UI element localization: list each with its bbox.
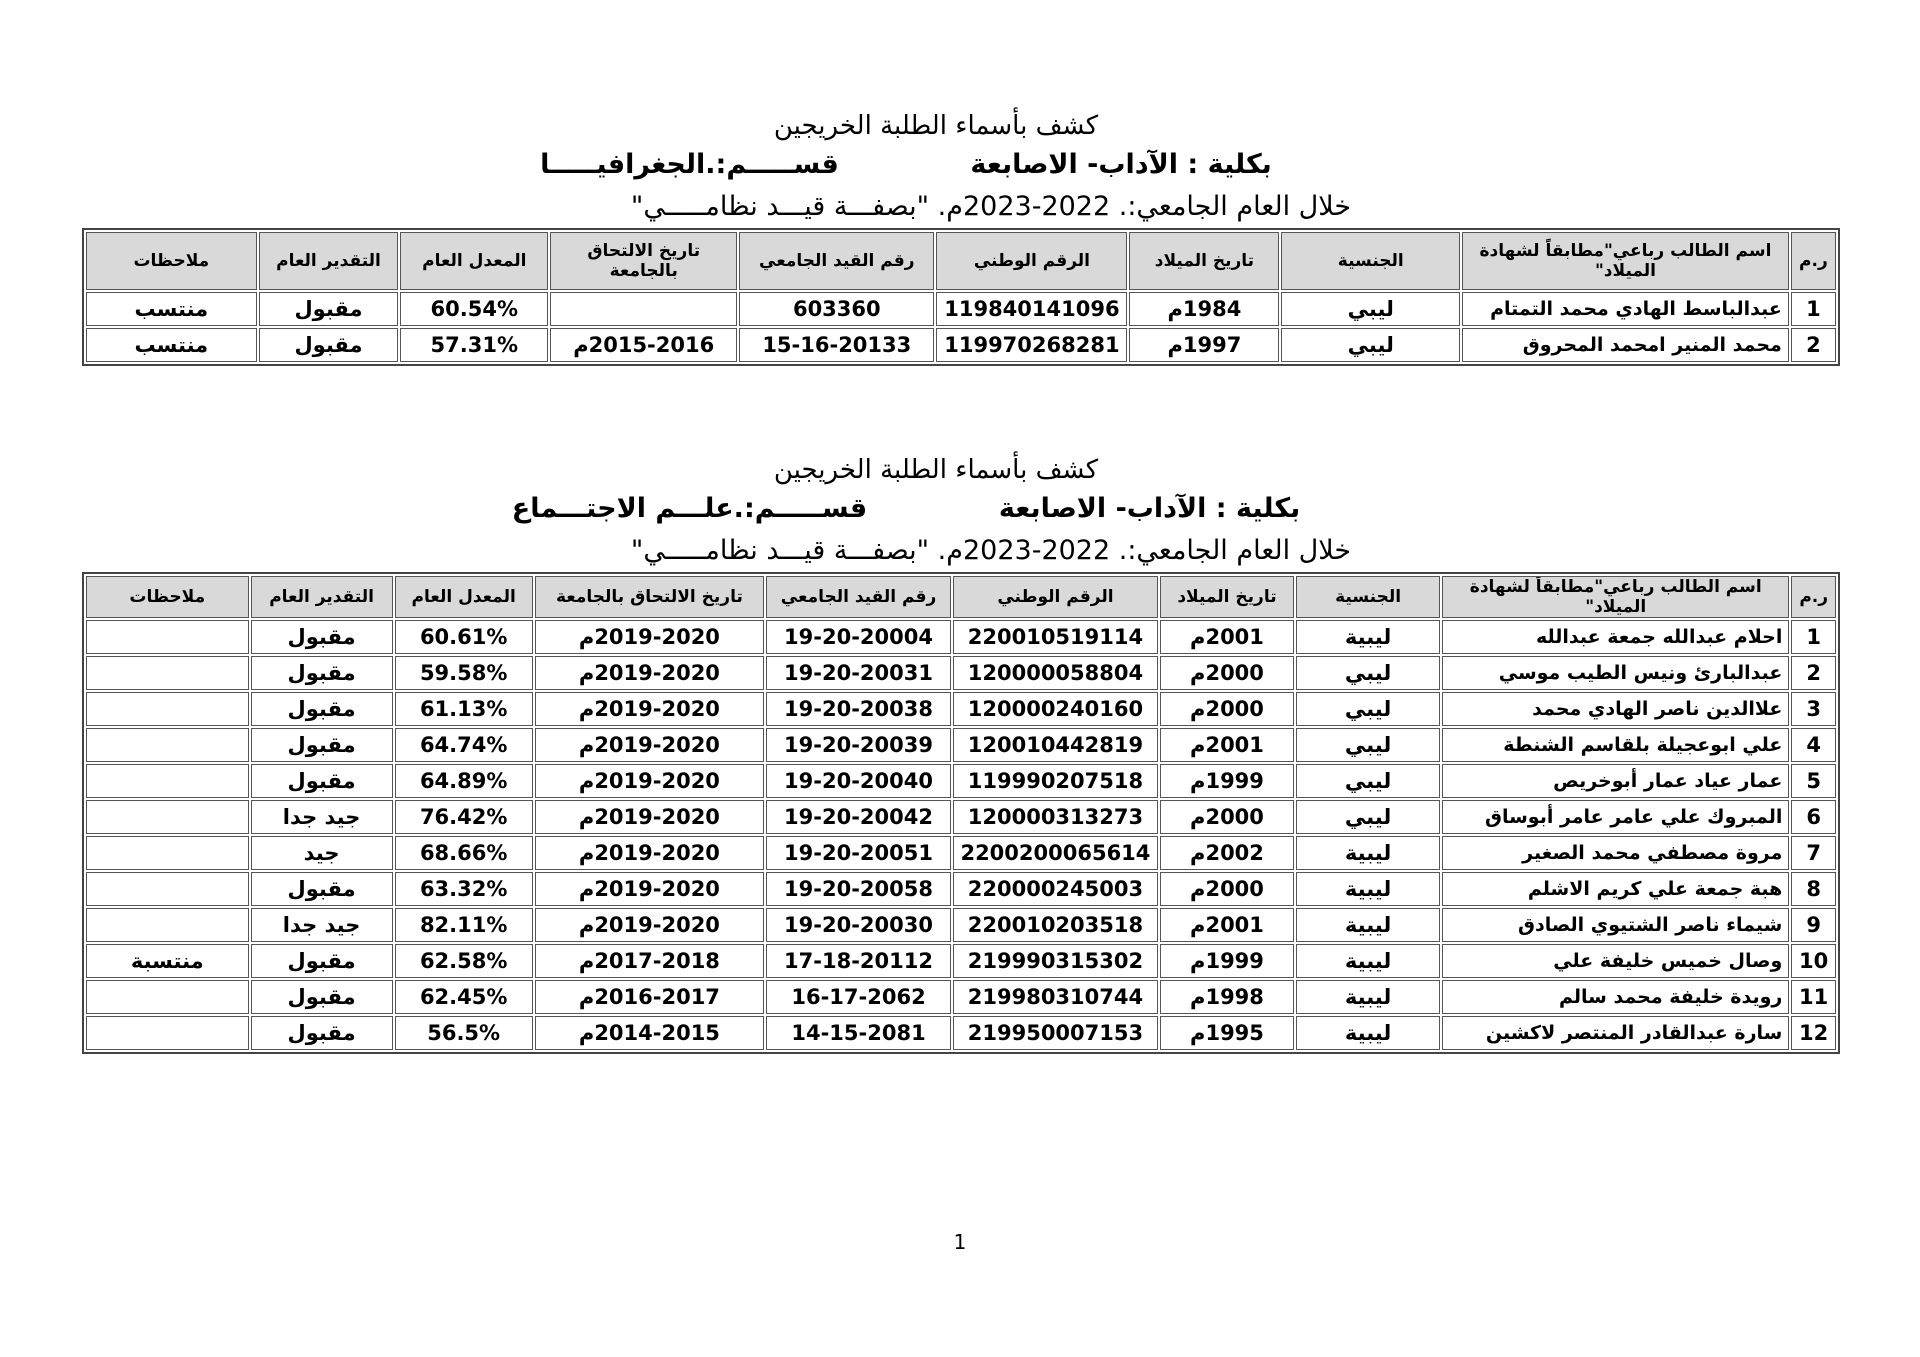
cell-gpa: 68.66% bbox=[395, 836, 533, 870]
page-number: 1 bbox=[953, 1230, 967, 1254]
column-header-nationality: الجنسية bbox=[1281, 232, 1460, 290]
academic-year-line: خلال العام الجامعي:. 2022-2023م. "بصفـــة قيـــد نظامـــــي" bbox=[630, 535, 1352, 566]
column-header-national-id: الرقم الوطني bbox=[953, 576, 1158, 618]
cell-enrollment-date: 2019-2020م bbox=[535, 620, 764, 654]
cell-birth-year: 2002م bbox=[1160, 836, 1294, 870]
cell-nationality: ليبي bbox=[1296, 764, 1440, 798]
cell-row-number: 12 bbox=[1791, 1016, 1836, 1050]
column-header-row-number: ر.م bbox=[1791, 576, 1836, 618]
cell-notes: منتسب bbox=[86, 292, 257, 326]
cell-notes bbox=[86, 872, 249, 906]
cell-registration-number: 19-20-20030 bbox=[766, 908, 951, 942]
cell-row-number: 11 bbox=[1791, 980, 1836, 1014]
cell-gpa: 60.61% bbox=[395, 620, 533, 654]
cell-enrollment-date: 2016-2017م bbox=[535, 980, 764, 1014]
cell-enrollment-date: 2019-2020م bbox=[535, 872, 764, 906]
cell-gpa: 76.42% bbox=[395, 800, 533, 834]
cell-gpa: 56.5% bbox=[395, 1016, 533, 1050]
cell-national-id: 119840141096 bbox=[936, 292, 1127, 326]
cell-row-number: 7 bbox=[1791, 836, 1836, 870]
column-header-birth-year: تاريخ الميلاد bbox=[1160, 576, 1294, 618]
cell-notes bbox=[86, 980, 249, 1014]
cell-notes bbox=[86, 1016, 249, 1050]
column-header-student-name: اسم الطالب رباعي"مطابقاً لشهادة الميلاد" bbox=[1442, 576, 1789, 618]
column-header-registration-number: رقم القيد الجامعي bbox=[766, 576, 951, 618]
cell-student-name: شيماء ناصر الشتيوي الصادق bbox=[1442, 908, 1789, 942]
cell-gpa: 64.89% bbox=[395, 764, 533, 798]
faculty-department-line bbox=[82, 144, 1730, 186]
cell-grade: مقبول bbox=[251, 620, 393, 654]
cell-gpa: 63.32% bbox=[395, 872, 533, 906]
cell-registration-number: 19-20-20042 bbox=[766, 800, 951, 834]
cell-registration-number: 19-20-20004 bbox=[766, 620, 951, 654]
cell-nationality: ليبي bbox=[1296, 728, 1440, 762]
cell-grade: مقبول bbox=[251, 656, 393, 690]
cell-birth-year: 1999م bbox=[1160, 764, 1294, 798]
cell-birth-year: 2001م bbox=[1160, 620, 1294, 654]
cell-grade: جيد جدا bbox=[251, 908, 393, 942]
cell-student-name: وصال خميس خليفة علي bbox=[1442, 944, 1789, 978]
cell-student-name: المبروك علي عامر عامر أبوساق bbox=[1442, 800, 1789, 834]
cell-national-id: 119970268281 bbox=[936, 328, 1127, 362]
cell-row-number: 1 bbox=[1791, 292, 1836, 326]
cell-nationality: ليبي bbox=[1281, 292, 1460, 326]
table-row bbox=[86, 800, 1836, 834]
graduates-table bbox=[82, 228, 1840, 366]
cell-notes bbox=[86, 836, 249, 870]
cell-registration-number: 19-20-20058 bbox=[766, 872, 951, 906]
cell-registration-number: 16-17-2062 bbox=[766, 980, 951, 1014]
cell-student-name: عبدالباسط الهادي محمد التمتام bbox=[1462, 292, 1789, 326]
table-row bbox=[86, 764, 1836, 798]
cell-birth-year: 1998م bbox=[1160, 980, 1294, 1014]
table-row bbox=[86, 728, 1836, 762]
cell-national-id: 119990207518 bbox=[953, 764, 1158, 798]
cell-national-id: 120000240160 bbox=[953, 692, 1158, 726]
cell-enrollment-date: 2019-2020م bbox=[535, 692, 764, 726]
table-row bbox=[86, 908, 1836, 942]
cell-enrollment-date: 2019-2020م bbox=[535, 836, 764, 870]
cell-notes bbox=[86, 908, 249, 942]
cell-national-id: 120000313273 bbox=[953, 800, 1158, 834]
table-row bbox=[86, 980, 1836, 1014]
cell-notes bbox=[86, 620, 249, 654]
cell-birth-year: 2001م bbox=[1160, 728, 1294, 762]
column-header-registration-number: رقم القيد الجامعي bbox=[739, 232, 934, 290]
cell-grade: مقبول bbox=[259, 328, 399, 362]
column-header-birth-year: تاريخ الميلاد bbox=[1129, 232, 1279, 290]
cell-nationality: ليبي bbox=[1296, 800, 1440, 834]
cell-national-id: 120000058804 bbox=[953, 656, 1158, 690]
cell-student-name: هبة جمعة علي كريم الاشلم bbox=[1442, 872, 1789, 906]
cell-nationality: ليبية bbox=[1296, 872, 1440, 906]
cell-enrollment-date bbox=[550, 292, 737, 326]
report-title: كشف بأسماء الطلبة الخريجين bbox=[773, 455, 1099, 485]
cell-student-name: رويدة خليفة محمد سالم bbox=[1442, 980, 1789, 1014]
table-row bbox=[86, 292, 1836, 326]
cell-national-id: 220000245003 bbox=[953, 872, 1158, 906]
cell-student-name: علي ابوعجيلة بلقاسم الشنطة bbox=[1442, 728, 1789, 762]
cell-notes bbox=[86, 764, 249, 798]
cell-row-number: 1 bbox=[1791, 620, 1836, 654]
column-header-notes: ملاحظات bbox=[86, 232, 257, 290]
cell-grade: مقبول bbox=[251, 1016, 393, 1050]
cell-nationality: ليبية bbox=[1296, 944, 1440, 978]
cell-nationality: ليبي bbox=[1296, 692, 1440, 726]
cell-student-name: سارة عبدالقادر المنتصر لاكشين bbox=[1442, 1016, 1789, 1050]
column-header-national-id: الرقم الوطني bbox=[936, 232, 1127, 290]
table-row bbox=[86, 1016, 1836, 1050]
cell-national-id: 219950007153 bbox=[953, 1016, 1158, 1050]
cell-birth-year: 1999م bbox=[1160, 944, 1294, 978]
table-row bbox=[86, 328, 1836, 362]
table-row bbox=[86, 656, 1836, 690]
cell-notes bbox=[86, 692, 249, 726]
column-header-student-name: اسم الطالب رباعي"مطابقاً لشهادة الميلاد" bbox=[1462, 232, 1789, 290]
cell-registration-number: 14-15-2081 bbox=[766, 1016, 951, 1050]
cell-row-number: 8 bbox=[1791, 872, 1836, 906]
cell-notes bbox=[86, 728, 249, 762]
cell-nationality: ليبية bbox=[1296, 836, 1440, 870]
table-row bbox=[86, 872, 1836, 906]
cell-enrollment-date: 2017-2018م bbox=[535, 944, 764, 978]
department-label: قســـــم:.الجغرافيـــــا bbox=[540, 149, 839, 180]
table-row bbox=[86, 620, 1836, 654]
cell-row-number: 10 bbox=[1791, 944, 1836, 978]
header-row bbox=[86, 576, 1836, 618]
cell-row-number: 6 bbox=[1791, 800, 1836, 834]
table-row bbox=[86, 836, 1836, 870]
cell-registration-number: 19-20-20039 bbox=[766, 728, 951, 762]
cell-birth-year: 2001م bbox=[1160, 908, 1294, 942]
column-header-nationality: الجنسية bbox=[1296, 576, 1440, 618]
cell-notes bbox=[86, 656, 249, 690]
cell-notes: منتسب bbox=[86, 328, 257, 362]
cell-national-id: 220010203518 bbox=[953, 908, 1158, 942]
cell-nationality: ليبية bbox=[1296, 1016, 1440, 1050]
cell-gpa: 57.31% bbox=[400, 328, 548, 362]
cell-student-name: عبدالبارئ ونيس الطيب موسي bbox=[1442, 656, 1789, 690]
cell-enrollment-date: 2019-2020م bbox=[535, 656, 764, 690]
cell-grade: مقبول bbox=[251, 692, 393, 726]
cell-gpa: 59.58% bbox=[395, 656, 533, 690]
column-header-row-number: ر.م bbox=[1791, 232, 1836, 290]
cell-nationality: ليبية bbox=[1296, 620, 1440, 654]
cell-gpa: 62.45% bbox=[395, 980, 533, 1014]
academic-year-line: خلال العام الجامعي:. 2022-2023م. "بصفـــة قيـــد نظامـــــي" bbox=[630, 191, 1352, 222]
cell-birth-year: 2000م bbox=[1160, 800, 1294, 834]
cell-nationality: ليبية bbox=[1296, 980, 1440, 1014]
cell-national-id: 219990315302 bbox=[953, 944, 1158, 978]
cell-enrollment-date: 2019-2020م bbox=[535, 764, 764, 798]
cell-student-name: محمد المنير امحمد المحروق bbox=[1462, 328, 1789, 362]
cell-grade: جيد جدا bbox=[251, 800, 393, 834]
department-label: قســـــم:.علـــم الاجتـــماع bbox=[511, 493, 868, 524]
column-header-gpa: المعدل العام bbox=[400, 232, 548, 290]
section-heading bbox=[82, 452, 1840, 572]
cell-enrollment-date: 2014-2015م bbox=[535, 1016, 764, 1050]
table-row bbox=[86, 692, 1836, 726]
cell-row-number: 9 bbox=[1791, 908, 1836, 942]
section-geography bbox=[82, 108, 1840, 366]
column-header-grade: التقدير العام bbox=[259, 232, 399, 290]
column-header-gpa: المعدل العام bbox=[395, 576, 533, 618]
column-header-enrollment-date: تاريخ الالتحاق بالجامعة bbox=[535, 576, 764, 618]
cell-gpa: 60.54% bbox=[400, 292, 548, 326]
cell-birth-year: 2000م bbox=[1160, 692, 1294, 726]
cell-registration-number: 19-20-20038 bbox=[766, 692, 951, 726]
cell-gpa: 61.13% bbox=[395, 692, 533, 726]
cell-registration-number: 603360 bbox=[739, 292, 934, 326]
cell-enrollment-date: 2019-2020م bbox=[535, 800, 764, 834]
faculty-label: بكلية : الآداب- الاصابعة bbox=[970, 149, 1272, 180]
cell-gpa: 62.58% bbox=[395, 944, 533, 978]
graduates-table bbox=[82, 572, 1840, 1054]
cell-birth-year: 1997م bbox=[1129, 328, 1279, 362]
cell-registration-number: 19-20-20051 bbox=[766, 836, 951, 870]
cell-row-number: 2 bbox=[1791, 328, 1836, 362]
cell-row-number: 2 bbox=[1791, 656, 1836, 690]
faculty-label: بكلية : الآداب- الاصابعة bbox=[998, 493, 1301, 524]
cell-national-id: 220010519114 bbox=[953, 620, 1158, 654]
cell-grade: مقبول bbox=[251, 872, 393, 906]
cell-notes bbox=[86, 800, 249, 834]
cell-enrollment-date: 2019-2020م bbox=[535, 908, 764, 942]
cell-enrollment-date: 2019-2020م bbox=[535, 728, 764, 762]
section-heading bbox=[82, 108, 1840, 228]
cell-grade: مقبول bbox=[251, 980, 393, 1014]
cell-student-name: احلام عبدالله جمعة عبدالله bbox=[1442, 620, 1789, 654]
cell-grade: مقبول bbox=[251, 728, 393, 762]
cell-grade: جيد bbox=[251, 836, 393, 870]
cell-grade: مقبول bbox=[259, 292, 399, 326]
cell-gpa: 64.74% bbox=[395, 728, 533, 762]
report-title: كشف بأسماء الطلبة الخريجين bbox=[773, 111, 1099, 141]
column-header-notes: ملاحظات bbox=[86, 576, 249, 618]
cell-grade: مقبول bbox=[251, 764, 393, 798]
cell-enrollment-date: 2015-2016م bbox=[550, 328, 737, 362]
cell-registration-number: 19-20-20031 bbox=[766, 656, 951, 690]
cell-birth-year: 1984م bbox=[1129, 292, 1279, 326]
cell-national-id: 2200200065614 bbox=[953, 836, 1158, 870]
column-header-grade: التقدير العام bbox=[251, 576, 393, 618]
cell-nationality: ليبي bbox=[1296, 656, 1440, 690]
cell-registration-number: 15-16-20133 bbox=[739, 328, 934, 362]
cell-birth-year: 1995م bbox=[1160, 1016, 1294, 1050]
faculty-department-line bbox=[82, 488, 1730, 530]
cell-birth-year: 2000م bbox=[1160, 656, 1294, 690]
cell-registration-number: 19-20-20040 bbox=[766, 764, 951, 798]
cell-notes: منتسبة bbox=[86, 944, 249, 978]
table-row bbox=[86, 944, 1836, 978]
cell-student-name: مروة مصطفي محمد الصغير bbox=[1442, 836, 1789, 870]
cell-national-id: 219980310744 bbox=[953, 980, 1158, 1014]
cell-gpa: 82.11% bbox=[395, 908, 533, 942]
cell-registration-number: 17-18-20112 bbox=[766, 944, 951, 978]
header-row bbox=[86, 232, 1836, 290]
cell-student-name: علاالدين ناصر الهادي محمد bbox=[1442, 692, 1789, 726]
cell-grade: مقبول bbox=[251, 944, 393, 978]
cell-birth-year: 2000م bbox=[1160, 872, 1294, 906]
cell-row-number: 3 bbox=[1791, 692, 1836, 726]
cell-row-number: 5 bbox=[1791, 764, 1836, 798]
cell-nationality: ليبية bbox=[1296, 908, 1440, 942]
cell-student-name: عمار عياد عمار أبوخريص bbox=[1442, 764, 1789, 798]
cell-row-number: 4 bbox=[1791, 728, 1836, 762]
column-header-enrollment-date: تاريخ الالتحاق بالجامعة bbox=[550, 232, 737, 290]
section-sociology bbox=[82, 452, 1840, 1054]
cell-nationality: ليبي bbox=[1281, 328, 1460, 362]
cell-national-id: 120010442819 bbox=[953, 728, 1158, 762]
